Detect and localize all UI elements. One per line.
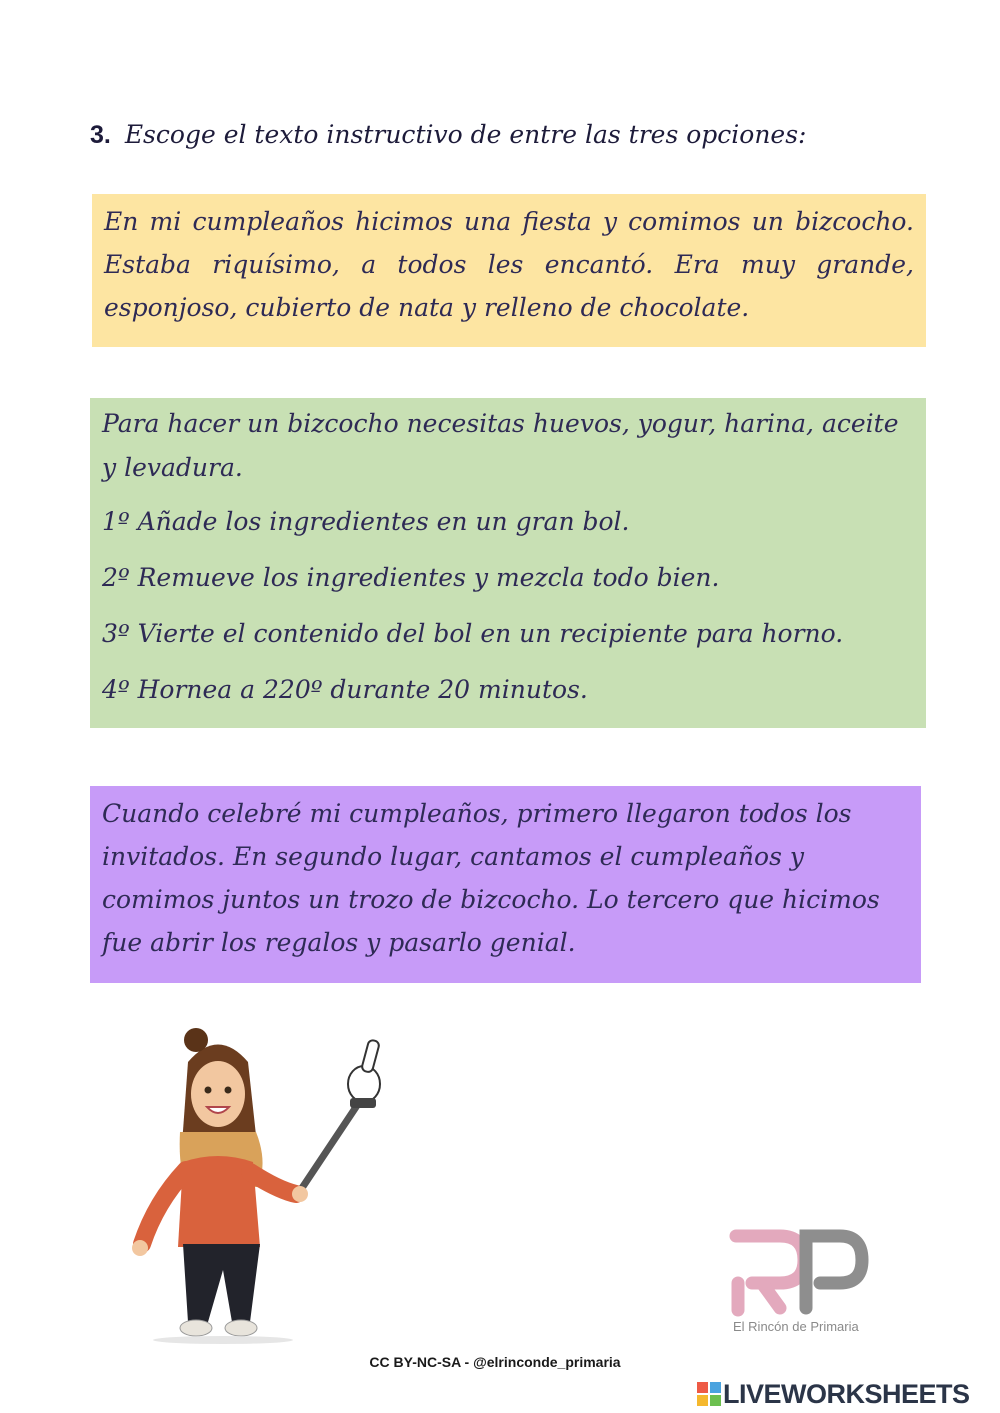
- pointing-glove-icon: [348, 1039, 380, 1108]
- option-green-intro: Para hacer un bizcocho necesitas huevos, yogur, harina, aceite y levadura.: [102, 409, 899, 482]
- question-number: 3.: [90, 121, 111, 149]
- liveworksheets-badge-icon: [697, 1382, 721, 1406]
- option-green-step-1: 1º Añade los ingredientes en un gran bol.: [102, 507, 630, 536]
- liveworksheets-label: LIVEWORKSHEETS: [723, 1378, 970, 1409]
- option-green-step-4: 4º Hornea a 220º durante 20 minutos.: [102, 675, 588, 704]
- question-text: Escoge el texto instructivo de entre las tres opciones:: [124, 120, 807, 149]
- option-green-step-3: 3º Vierte el contenido del bol en un recipiente para horno.: [102, 619, 844, 648]
- option-yellow-box[interactable]: [92, 194, 926, 347]
- option-purple-box[interactable]: [90, 786, 921, 983]
- question-heading: [90, 120, 950, 150]
- option-green-step-2: 2º Remueve los ingredientes y mezcla todo bien.: [102, 563, 720, 592]
- pants: [183, 1244, 260, 1322]
- teacher-avatar-illustration: [128, 1022, 398, 1344]
- license-text: CC BY-NC-SA - @elrinconde_primaria: [369, 1354, 621, 1370]
- liveworksheets-brand[interactable]: [697, 1378, 970, 1410]
- option-yellow-text: En mi cumpleaños hicimos una fiesta y comimos un bizcocho. Estaba riquísimo, a todos les encantó. Era muy grande, esponjoso, cubierto de nata y relleno de chocolate.: [104, 207, 914, 322]
- option-purple-text: Cuando celebré mi cumpleaños, primero llegaron todos los invitados. En segundo lugar, cantamos el cumpleaños y comimos juntos un trozo de bizcocho. Lo tercero que hicimos fue abrir los regalos y pasarlo genial.: [102, 799, 880, 957]
- face: [191, 1061, 245, 1127]
- option-green-box[interactable]: [90, 398, 926, 728]
- logo-caption: El Rincón de Primaria: [733, 1319, 859, 1334]
